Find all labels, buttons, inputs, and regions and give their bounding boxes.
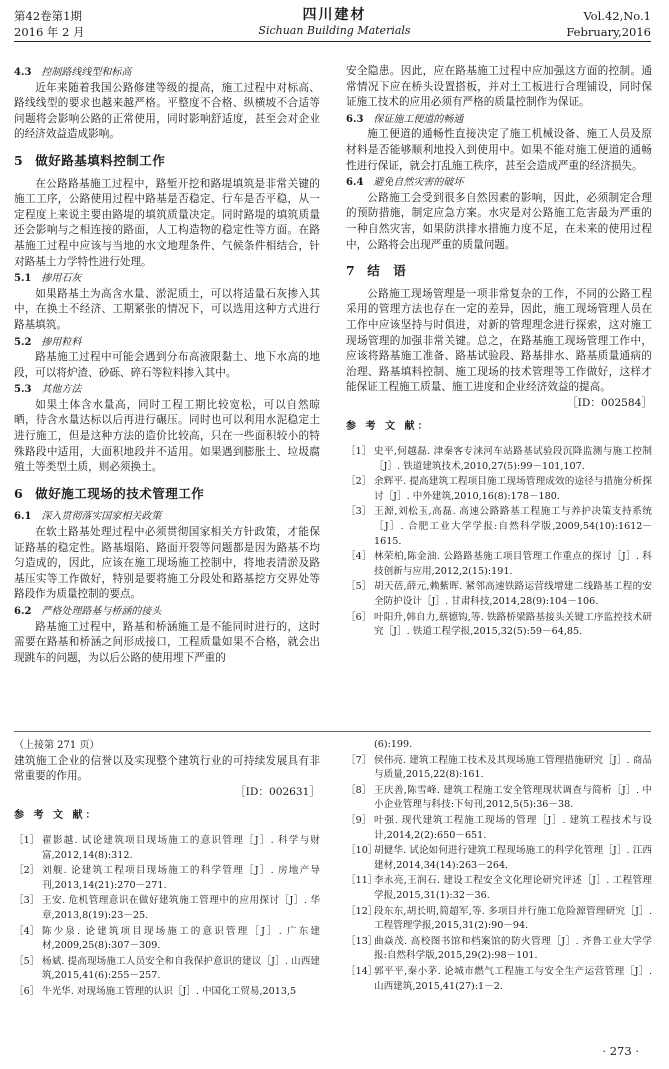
reference-text: 段东东,胡长明,简超军,等. 多项目并行施工危险源管理研究［J］. 工程管理学报,2015,31(2):90－94. — [374, 905, 652, 932]
reference-text: 陈少泉. 论建筑项目现场施工的意识管理［J］. 广东建材,2009,25(8):307－309. — [42, 925, 320, 952]
reference-item — [14, 894, 320, 923]
left-column — [14, 64, 320, 666]
paragraph: 在软土路基处理过程中必须贯彻国家相关方针政策，才能保证路基的稳定性。路基塌陷、路面开裂等问题都是因为路基不均匀造成的，因此，应该在施工现场施工控制中，将地表清淤及路基压实等工作做好，特别是要将施工分段处和路基挖方交界处等路段作为质量控制的要点。 — [14, 526, 320, 601]
reference-text: 叶强. 现代建筑工程施工现场的管理［J］. 建筑工程技术与设计,2014,2(2):650－651. — [374, 814, 652, 841]
reference-list — [346, 754, 652, 995]
reference-item — [346, 844, 652, 873]
reference-item — [346, 874, 652, 903]
reference-number: ［3］ — [346, 506, 372, 518]
reference-item — [346, 475, 652, 504]
reference-number: ［3］ — [14, 895, 40, 907]
reference-list — [346, 445, 652, 640]
reference-text: 王安. 危机管理意识在做好建筑施工管理中的应用探讨［J］. 华章,2013,8(19):23－25. — [42, 895, 320, 921]
reference-item — [14, 985, 320, 1000]
paragraph: 建筑施工企业的信誉以及实现整个建筑行业的可持续发展具有非常重要的作用。 — [14, 754, 320, 783]
reference-item — [346, 935, 652, 964]
section-heading: 6.1 深入贯彻落实国家相关政策 — [14, 511, 162, 523]
reference-item — [14, 834, 320, 863]
references-title: 参 考 文 献： — [14, 810, 99, 822]
reference-number: ［14］ — [346, 965, 378, 977]
reference-text: 杨斌. 提高现场施工人员安全和自我保护意识的建议［J］. 山西建筑,2015,41(6):255－257. — [42, 955, 320, 982]
reference-number: ［4］ — [346, 551, 372, 563]
reference-number: ［9］ — [346, 814, 372, 826]
reference-text: 牛光华. 对现场施工管理的认识［J］. 中国化工贸易,2013,5 — [42, 985, 297, 997]
reference-number: ［10］ — [346, 845, 378, 857]
journal-name-en: Sichuan Building Materials — [258, 24, 411, 37]
reference-number: ［11］ — [346, 875, 378, 887]
paragraph: 路基施工过程中，路基和桥涵施工是不能同时进行的，这时需要在路基和桥涵之间形成接口，工程质量如果不合格，就会出现跳车的问题，为以后公路的使用埋下严重的 — [14, 620, 320, 664]
reference-number: ［1］ — [14, 834, 40, 846]
reference-item — [346, 905, 652, 934]
section-heading: 6.4 避免自然灾害的破坏 — [346, 177, 464, 189]
header-date-cn: 2016 年 2 月 — [14, 25, 85, 39]
header-vol-en: Vol.42,No.1 — [583, 9, 651, 23]
reference-item — [346, 754, 652, 783]
reference-item — [346, 550, 652, 579]
paragraph: 公路施工会受到很多自然因素的影响，因此，必须制定合理的预防措施，制定应急方案。水灾是对公路施工危害最为严重的一种自然灾害，如果防洪排水措施力度不足，在未来的使用过程中，公路将会出现严重的质量问题。 — [346, 191, 652, 251]
reference-item — [14, 955, 320, 984]
paragraph: 路基施工过程中可能会遇到分布高液限黏土、地下水高的地段，可以将炉渣、砂砾、碎石等粒料掺入其中。 — [14, 351, 320, 379]
article-id: ［ID：002631］ — [235, 785, 320, 798]
reference-item — [346, 445, 652, 474]
reference-item — [346, 611, 652, 640]
reference-text: 叶阳升,韩自力,蔡德钩,等. 铁路桥梁路基接头关键工序监控技术研究［J］. 铁道工程学报,2015,32(5):59－64,85. — [374, 611, 652, 638]
chapter-heading: 5 做好路基填料控制工作 — [14, 152, 166, 168]
header-date-en: February,2016 — [566, 25, 651, 39]
reference-text: 翟影越. 试论建筑项目现场施工的意识管理［J］. 科学与财富,2012,14(8):312. — [42, 834, 320, 861]
journal-logo: 四川建材 — [302, 7, 367, 23]
reference-number: ［2］ — [346, 476, 372, 488]
paragraph: 近年来随着我国公路修建等级的提高，施工过程中对标高、路线线型的要求也越来越严格。平整度不合格、纵横坡不合适等问题将会影响公路的正常使用，同时影响舒适度，甚至会对企业的经济效益造成影响。 — [14, 81, 320, 141]
references-title: 参 考 文 献： — [346, 421, 431, 433]
section-heading: 4.3 控制路线线型和标高 — [14, 67, 132, 78]
continued-note: （上接第 271 页） — [14, 740, 100, 751]
reference-text: 曲焱茂. 高校图书馆和档案馆的防火管理［J］. 齐鲁工业大学学报:自然科学版,2015,29(2):98－101. — [374, 935, 652, 962]
header-volume-en — [566, 8, 651, 40]
reference-number: ［7］ — [346, 754, 372, 766]
chapter-heading: 6 做好施工现场的技术管理工作 — [14, 485, 205, 501]
header-vol-cn: 第42卷第1期 — [14, 9, 82, 23]
right-column — [346, 64, 652, 641]
reference-text: 王源,刘松玉,高磊. 高速公路路基工程施工与养护决策支持系统［J］. 合肥工业大学学报:自然科学版,2009,54(10):1612－1615. — [374, 506, 652, 547]
reference-text: 郭平平,秦小茅. 论城市燃气工程施工与安全生产运营管理［J］. 山西建筑,2015,41(27):1－2. — [374, 965, 652, 992]
reference-text: 侯伟亮. 建筑工程施工技术及其现场施工管理措施研究［J］. 商品与质量,2015,22(8):161. — [374, 754, 652, 781]
paragraph: 公路施工现场管理是一项非常复杂的工作，不同的公路工程采用的管理方法也存在一定的差异，因此，施工现场管理人员在工作中应该坚持与时俱进，对新的管理理念进行探索，这对施工现场管理的加强非常关键。总之，在路基施工现场管理工作中，应该将路基施工准备、路基试验段、路基排水、路基质量通病的治理、路基填料控制、施工现场的技术管理等工作做好，这样才能保证工程施工质量、施工进度和企业经济效益的提高。 — [346, 287, 652, 394]
reference-continued: (6):199. — [374, 739, 413, 750]
reference-item — [346, 784, 652, 813]
paragraph: 如果路基土为高含水量、淤泥质土，可以将适量石灰掺入其中，在换土不经济、工期紧张的情况下，可以选用这种方式进行路基填筑。 — [14, 287, 320, 331]
paragraph: 安全隐患。因此，应在路基施工过程中应加强这方面的控制。通常情况下应在桥头设置搭板，并对土工板进行合理铺设，同时保证施工技术的应用必须有严格的质量控制作为保证。 — [346, 65, 652, 109]
reference-item — [346, 505, 652, 549]
reference-number: ［8］ — [346, 784, 372, 796]
paragraph: 施工便道的通畅性直接决定了施工机械设备、施工人员及原材料是否能够顺利地投入到使用中。如果不能对施工便道的通畅性进行保证，就会打乱施工秩序，甚至会造成严重的经济损失。 — [346, 128, 652, 172]
page-number: · 273 · — [602, 1044, 639, 1058]
reference-text: 李永亮,王润石. 建设工程安全文化理论研究评述［J］. 工程管理学报,2015,31(1):32－36. — [374, 875, 652, 901]
reference-text: 胡天蓓,薛元,赖紫晖. 紧邻高速铁路运营线增建二线路基工程的安全防护设计［J］. 甘肃科技,2014,28(9):104－106. — [374, 581, 652, 607]
reference-item — [346, 580, 652, 609]
bottom-right-column — [346, 738, 652, 995]
reference-text: 胡健华. 试论如何进行建筑工程现场施工的科学化管理［J］. 江西建材,2014,34(14):263－264. — [374, 845, 652, 871]
bottom-left-column — [14, 738, 320, 1001]
section-heading: 6.2 严格处理路基与桥涵的接头 — [14, 606, 162, 617]
reference-number: ［5］ — [346, 581, 372, 593]
reference-item — [14, 925, 320, 954]
reference-number: ［6］ — [346, 611, 372, 623]
reference-number: ［4］ — [14, 925, 40, 937]
reference-number: ［5］ — [14, 955, 40, 967]
paragraph: 如果土体含水量高，同时工程工期比较宽松，可以自然晾晒，待含水量达标以后再进行碾压。同时也可以利用水泥稳定土进行施工，但是这种方法的造价比较高，只在一些面积较小的特殊路段中适用，大面积地段并不适用。如果遇到膨胀土、垃圾腐殖土等类型土质，则必须换土。 — [14, 398, 320, 474]
reference-text: 林荣柏,陈金油. 公路路基施工项目管理工作重点的探讨［J］. 科技创新与应用,2012,2(15):191. — [374, 551, 652, 577]
section-heading: 5.2 掺用粒料 — [14, 336, 82, 348]
reference-text: 王庆善,陈雪峰. 建筑工程施工安全管理现状调查与简析［J］. 中小企业管理与科技:下旬刊,2012,5(5):36－38. — [374, 784, 652, 811]
reference-number: ［1］ — [346, 446, 372, 458]
section-divider — [14, 731, 651, 732]
reference-number: ［13］ — [346, 935, 378, 947]
reference-number: ［6］ — [14, 985, 40, 997]
section-heading: 5.1 掺用石灰 — [14, 273, 82, 285]
reference-number: ［12］ — [346, 905, 378, 917]
reference-item — [346, 814, 652, 843]
chapter-heading: 7 结 语 — [346, 263, 407, 279]
reference-text: 史平,何越磊. 津秦客专涞河车站路基试验段沉降监测与施工控制［J］. 铁道建筑技术,2010,27(5):99－101,107. — [374, 446, 652, 472]
reference-list — [14, 834, 320, 1000]
reference-item — [346, 965, 652, 994]
reference-text: 余辉平. 提高建筑工程项目施工现场管理成效的途径与措施分析探讨［J］. 中外建筑,2010,16(8):178－180. — [374, 476, 652, 502]
reference-number: ［2］ — [14, 865, 40, 877]
reference-item — [14, 864, 320, 893]
reference-text: 刘舰. 论建筑工程项目现场施工的科学管理［J］. 房地产导刊,2013,14(21):270－271. — [42, 865, 320, 891]
section-heading: 5.3 其他方法 — [14, 384, 82, 396]
section-heading: 6.3 保证施工便道的畅通 — [346, 113, 464, 125]
paragraph: 在公路路基施工过程中，路堑开挖和路堤填筑是非常关键的施工工序，公路使用过程中路基是否稳定、行车是否平稳，从一定程度上来说主要由路堤的填筑质量决定。同时路堤的填筑质量还会影响与之相连接的路面，人工构造物的稳定性等方面。在路基施工过程中应该与当地的水文地理条件、气候条件相结合，针对路基土力学特性进行处理。 — [14, 177, 320, 268]
article-id: ［ID：002584］ — [567, 396, 652, 409]
header-rule — [14, 41, 651, 42]
